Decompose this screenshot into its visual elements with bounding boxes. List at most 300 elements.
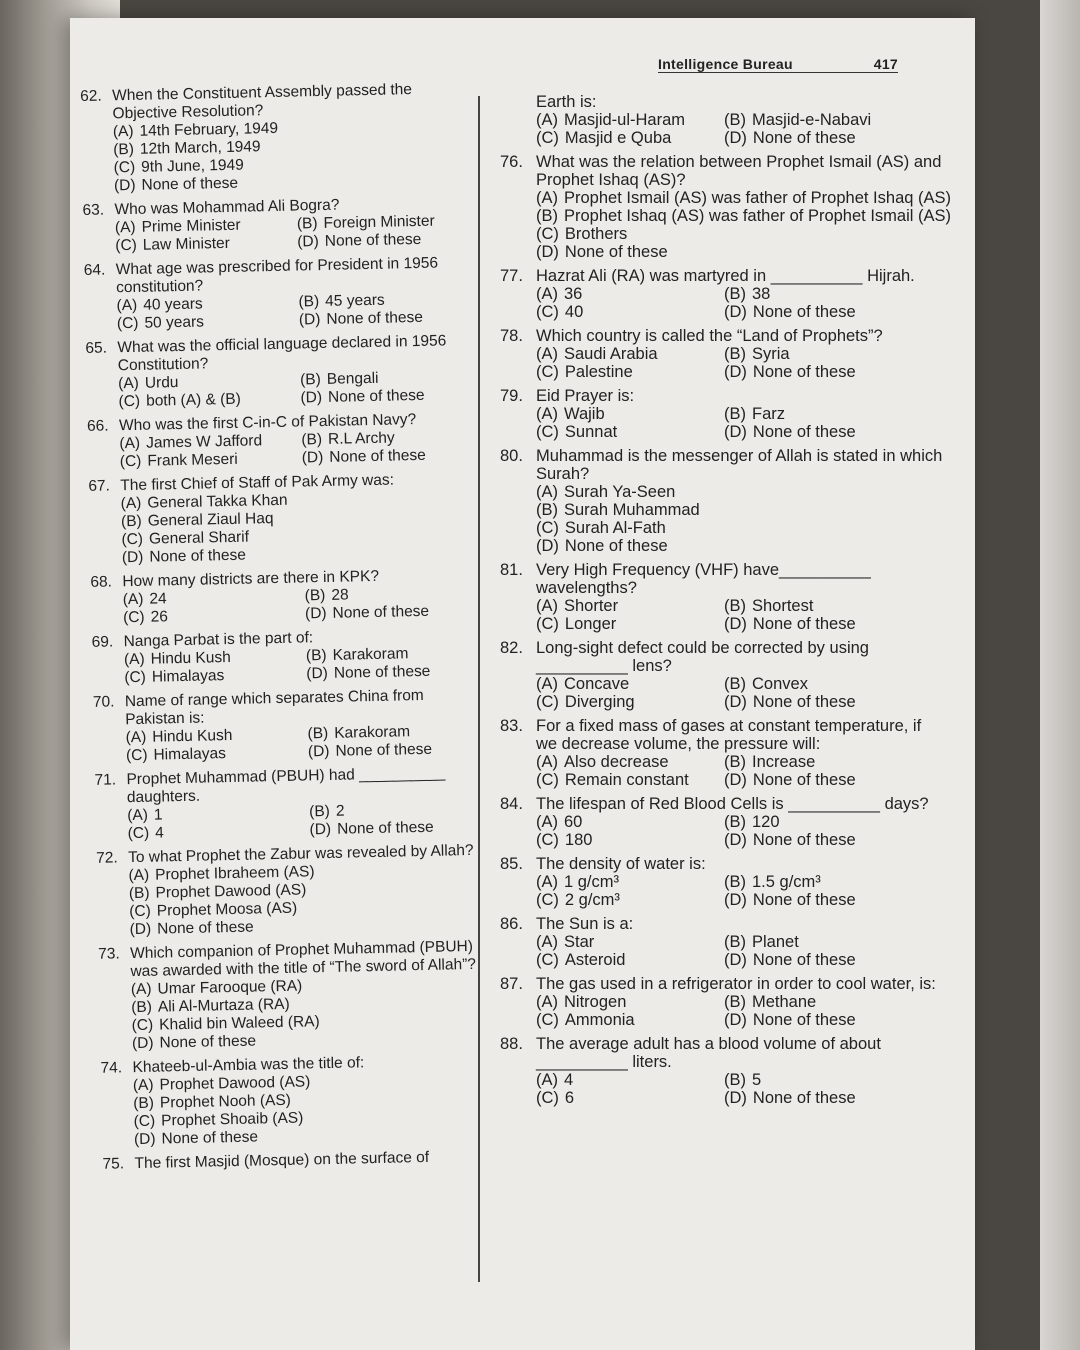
- option-text: Ammonia: [564, 1011, 635, 1029]
- option-letter: (B): [724, 345, 746, 363]
- option-text: Syria: [752, 345, 790, 363]
- page-header: [658, 56, 898, 73]
- question-item: [500, 447, 945, 555]
- answer-option: [536, 363, 718, 381]
- question-item: [500, 93, 945, 147]
- question-text: Long-sight defect could be corrected by using __________ lens?: [536, 639, 869, 675]
- question-item: [102, 1148, 492, 1174]
- question-text: Name of range which separates China from Pakistan is:: [124, 686, 424, 729]
- answer-option: [118, 390, 294, 412]
- answer-option: [302, 446, 478, 468]
- option-letter: (B): [296, 215, 318, 233]
- option-letter: (D): [724, 363, 747, 381]
- option-text: 120: [752, 813, 780, 831]
- question-number: 72.: [95, 849, 118, 867]
- option-text: 28: [331, 586, 349, 604]
- option-letter: (B): [120, 512, 142, 531]
- option-letter: (C): [129, 902, 151, 921]
- option-text: None of these: [335, 740, 433, 760]
- question-item: [500, 153, 952, 261]
- question-text: Very High Frequency (VHF) have__________ wavelengths?: [536, 561, 871, 597]
- answer-option: [127, 821, 303, 843]
- option-text: Prophet Ishaq (AS) was father of Prophet Ismail (AS): [564, 207, 952, 225]
- option-letter: (A): [536, 597, 558, 615]
- option-text: None of these: [141, 174, 239, 194]
- header-title: Intelligence Bureau: [658, 56, 793, 72]
- question-number: 87.: [500, 975, 523, 993]
- answer-option: [724, 933, 945, 951]
- option-letter: (B): [724, 813, 746, 831]
- option-text: Convex: [752, 675, 808, 693]
- option-letter: (C): [131, 1016, 154, 1035]
- option-letter: (A): [536, 483, 558, 501]
- option-text: None of these: [161, 1128, 259, 1148]
- option-letter: (B): [724, 405, 746, 423]
- question-number: [500, 93, 536, 111]
- answer-option: [536, 129, 718, 147]
- answer-option: [115, 234, 291, 256]
- answer-option: [536, 303, 718, 321]
- question-text: When the Constituent Assembly passed the Objective Resolution?: [111, 81, 413, 123]
- option-letter: (B): [305, 646, 327, 665]
- option-letter: (D): [307, 742, 330, 761]
- answer-option: [306, 662, 482, 684]
- option-letter: (C): [124, 668, 147, 687]
- question-text: Which companion of Prophet Muhammad (PBUH) was awarded with the title of “The sword of Allah”?: [129, 937, 477, 981]
- question-number: 88.: [500, 1035, 523, 1053]
- option-text: Diverging: [564, 693, 635, 711]
- option-text: None of these: [564, 243, 668, 261]
- option-text: 2 g/cm³: [564, 891, 620, 909]
- option-letter: (B): [304, 586, 326, 605]
- answer-option: [126, 743, 302, 765]
- option-text: Surah Al-Fath: [564, 519, 666, 537]
- options-list: [87, 428, 478, 472]
- option-text: Bengali: [326, 369, 379, 388]
- question-text: What was the relation between Prophet Ismail (AS) and Prophet Ishaq (AS)?: [536, 153, 942, 189]
- question-item: [87, 410, 478, 472]
- option-text: Concave: [564, 675, 630, 693]
- answer-option: [308, 740, 484, 762]
- question-item: [85, 332, 476, 412]
- option-letter: (A): [128, 866, 150, 885]
- option-letter: (D): [724, 423, 747, 441]
- option-text: Surah Muhammad: [564, 501, 700, 519]
- option-text: 1.5 g/cm³: [752, 873, 821, 891]
- answer-option: [724, 951, 945, 969]
- answer-option: [120, 450, 296, 472]
- option-letter: (C): [536, 771, 559, 789]
- option-text: Ali Al-Murtaza (RA): [157, 995, 290, 1016]
- option-letter: (B): [131, 998, 153, 1017]
- answer-option: [724, 753, 945, 771]
- option-letter: (B): [724, 597, 746, 615]
- answer-option: [299, 308, 475, 330]
- question-number: 77.: [500, 267, 523, 285]
- question-item: [80, 80, 472, 196]
- answer-option: [724, 1011, 945, 1029]
- question-number: 65.: [85, 339, 108, 357]
- option-letter: (A): [123, 650, 145, 669]
- answer-option: [536, 285, 718, 303]
- option-letter: (C): [122, 608, 145, 627]
- answer-option: [724, 111, 945, 129]
- question-text: The Sun is a:: [536, 915, 634, 933]
- options-list: [500, 813, 945, 849]
- book-page: [70, 18, 975, 1350]
- option-text: Palestine: [564, 363, 633, 381]
- option-text: both (A) & (B): [145, 390, 242, 410]
- option-letter: (C): [127, 824, 150, 843]
- option-text: None of these: [156, 918, 254, 938]
- question-number: 64.: [83, 261, 106, 279]
- options-list: [500, 873, 945, 909]
- option-text: Also decrease: [564, 753, 669, 771]
- option-text: None of these: [752, 363, 856, 381]
- option-letter: (A): [536, 813, 558, 831]
- option-text: 40: [564, 303, 584, 321]
- option-text: Prophet Shoaib (AS): [161, 1109, 304, 1130]
- option-letter: (D): [129, 920, 152, 939]
- answer-option: [724, 303, 945, 321]
- option-text: Himalayas: [151, 667, 225, 686]
- option-text: None of these: [159, 1032, 257, 1052]
- answer-option: [724, 771, 945, 789]
- option-text: Law Minister: [142, 234, 230, 254]
- answer-option: [536, 207, 952, 225]
- option-letter: (A): [536, 111, 558, 129]
- option-text: Hindu Kush: [150, 648, 231, 668]
- option-text: 12th March, 1949: [139, 138, 261, 158]
- options-list: [500, 753, 945, 789]
- answer-option: [724, 423, 945, 441]
- option-text: None of these: [752, 771, 856, 789]
- option-letter: (A): [536, 1071, 558, 1089]
- option-letter: (C): [536, 1011, 559, 1029]
- option-text: Wajib: [564, 405, 605, 423]
- option-letter: (B): [724, 1071, 746, 1089]
- option-letter: (A): [536, 753, 558, 771]
- answer-option: [536, 771, 718, 789]
- question-number: 76.: [500, 153, 523, 171]
- question-text: Hazrat Ali (RA) was martyred in __________ Hijrah.: [536, 267, 915, 285]
- question-number: 80.: [500, 447, 523, 465]
- option-text: Prophet Ismail (AS) was father of Prophet Ishaq (AS): [564, 189, 952, 207]
- option-letter: (D): [304, 604, 327, 623]
- option-text: None of these: [752, 951, 856, 969]
- option-letter: (A): [120, 494, 142, 513]
- option-letter: (C): [116, 314, 139, 333]
- answer-option: [297, 230, 473, 252]
- question-number: 81.: [500, 561, 523, 579]
- option-text: 4: [154, 824, 164, 842]
- option-letter: (A): [112, 122, 134, 141]
- answer-option: [536, 831, 718, 849]
- option-letter: (C): [125, 746, 148, 765]
- question-item: [93, 686, 484, 766]
- option-letter: (D): [724, 1011, 747, 1029]
- option-letter: (A): [536, 285, 558, 303]
- options-list: [83, 212, 474, 256]
- answer-option: [536, 753, 718, 771]
- option-text: None of these: [752, 615, 856, 633]
- answer-option: [536, 597, 718, 615]
- option-text: Karakoram: [332, 645, 409, 664]
- answer-option: [536, 345, 718, 363]
- question-text: Muhammad is the messenger of Allah is stated in which Surah?: [536, 447, 943, 483]
- question-number: 62.: [80, 87, 102, 105]
- option-text: 24: [149, 590, 167, 608]
- option-text: Increase: [752, 753, 816, 771]
- options-list: [92, 644, 483, 688]
- question-text: For a fixed mass of gases at constant temperature, if we decrease volume, the pressure will:: [536, 717, 922, 753]
- answer-option: [536, 483, 945, 501]
- option-text: None of these: [752, 129, 856, 147]
- option-letter: (D): [724, 693, 747, 711]
- option-text: 2: [335, 802, 345, 820]
- answer-option: [536, 1071, 718, 1089]
- question-number: 86.: [500, 915, 523, 933]
- answer-option: [724, 891, 945, 909]
- option-letter: (D): [724, 615, 747, 633]
- question-text: Khateeb-ul-Ambia was the title of:: [132, 1054, 365, 1077]
- option-letter: (A): [114, 218, 136, 237]
- option-letter: (B): [724, 285, 746, 303]
- answer-option: [536, 519, 945, 537]
- option-text: Masjid e Quba: [564, 129, 672, 147]
- option-text: None of these: [752, 831, 856, 849]
- option-letter: (C): [133, 1112, 156, 1131]
- answer-option: [536, 243, 945, 261]
- options-list: [500, 1071, 945, 1107]
- option-letter: (B): [299, 371, 322, 389]
- option-letter: (B): [724, 993, 746, 1011]
- option-letter: (C): [536, 831, 559, 849]
- question-item: [90, 566, 481, 628]
- answer-option: [724, 1089, 945, 1107]
- option-text: None of these: [752, 693, 856, 711]
- question-text: What was the official language declared in 1956 Constitution?: [117, 332, 447, 375]
- question-number: 70.: [92, 693, 115, 711]
- answer-option: [536, 615, 718, 633]
- answer-option: [536, 813, 718, 831]
- answer-option: [536, 423, 718, 441]
- question-number: 71.: [94, 771, 117, 789]
- option-text: 1: [153, 806, 163, 824]
- option-letter: (D): [113, 176, 136, 195]
- answer-option: [724, 993, 945, 1011]
- answer-option: [724, 675, 945, 693]
- option-letter: (C): [113, 158, 136, 177]
- option-letter: (A): [536, 189, 558, 207]
- option-text: Methane: [752, 993, 817, 1011]
- question-item: [91, 626, 482, 688]
- option-text: Remain constant: [564, 771, 689, 789]
- answer-option: [536, 951, 718, 969]
- option-text: Brothers: [564, 225, 628, 243]
- answer-option: [724, 615, 945, 633]
- option-letter: (C): [536, 519, 559, 537]
- option-letter: (D): [724, 1089, 747, 1107]
- option-letter: (C): [536, 615, 559, 633]
- option-text: None of these: [564, 537, 668, 555]
- option-text: Shorter: [564, 597, 619, 615]
- option-letter: (D): [121, 548, 144, 567]
- question-number: 73.: [97, 945, 120, 963]
- answer-option: [536, 1089, 718, 1107]
- options-list: [99, 974, 490, 1054]
- question-number: 78.: [500, 327, 523, 345]
- option-letter: (B): [724, 873, 746, 891]
- option-letter: (D): [724, 303, 747, 321]
- option-letter: (B): [536, 501, 558, 519]
- option-text: General Sharif: [148, 528, 250, 548]
- option-letter: (D): [724, 891, 747, 909]
- answer-option: [536, 111, 718, 129]
- question-text: Prophet Muhammad (PBUH) had __________ daughters.: [126, 764, 446, 807]
- question-text: Earth is:: [536, 93, 597, 111]
- question-item: [96, 842, 488, 940]
- question-number: 79.: [500, 387, 523, 405]
- answer-option: [536, 537, 945, 555]
- option-text: None of these: [324, 230, 422, 250]
- option-letter: (B): [724, 111, 746, 129]
- answer-option: [123, 606, 299, 628]
- option-text: 6: [564, 1089, 575, 1107]
- option-letter: (B): [133, 1094, 155, 1113]
- option-text: Prophet Ibraheem (AS): [154, 863, 315, 884]
- option-letter: (A): [130, 980, 152, 999]
- option-text: None of these: [333, 662, 431, 682]
- answer-option: [536, 405, 718, 423]
- option-text: General Takka Khan: [147, 491, 288, 512]
- option-letter: (B): [724, 675, 746, 693]
- option-letter: (A): [536, 933, 558, 951]
- answer-option: [724, 1071, 945, 1089]
- options-list: [500, 189, 952, 261]
- options-list: [91, 584, 482, 628]
- options-list: [96, 860, 487, 940]
- option-letter: (C): [536, 891, 559, 909]
- option-letter: (C): [536, 423, 559, 441]
- options-list: [95, 800, 486, 844]
- option-letter: (B): [113, 140, 135, 159]
- option-letter: (B): [128, 884, 150, 903]
- options-list: [81, 116, 472, 196]
- option-text: Himalayas: [153, 745, 227, 764]
- options-list: [500, 483, 945, 555]
- option-letter: (B): [724, 933, 746, 951]
- question-text: Eid Prayer is:: [536, 387, 635, 405]
- option-letter: (D): [300, 389, 323, 407]
- question-text: Who was the first C-in-C of Pakistan Navy?: [118, 411, 417, 435]
- option-letter: (D): [298, 311, 321, 329]
- answer-option: [536, 189, 952, 207]
- question-item: [94, 764, 485, 844]
- question-text: The first Masjid (Mosque) on the surface of: [134, 1148, 430, 1173]
- option-letter: (A): [536, 873, 558, 891]
- option-letter: (D): [724, 771, 747, 789]
- option-letter: (C): [536, 129, 559, 147]
- option-text: Sunnat: [564, 423, 618, 441]
- option-letter: (D): [133, 1130, 156, 1149]
- options-list: [84, 290, 475, 334]
- option-text: Khalid bin Waleed (RA): [158, 1013, 320, 1034]
- option-letter: (D): [309, 820, 332, 839]
- option-letter: (A): [118, 374, 140, 393]
- option-letter: (C): [536, 951, 559, 969]
- book-edge: [1040, 0, 1080, 1350]
- option-letter: (A): [125, 728, 147, 747]
- option-text: General Ziaul Haq: [147, 510, 274, 530]
- option-text: 9th June, 1949: [141, 156, 244, 176]
- option-text: 14th February, 1949: [139, 119, 279, 140]
- page-number: 417: [873, 56, 898, 72]
- question-item: [500, 561, 945, 633]
- option-text: R.L Archy: [327, 429, 395, 448]
- question-item: [500, 795, 945, 849]
- question-item: [500, 855, 945, 909]
- option-text: Karakoram: [334, 723, 411, 742]
- option-text: None of these: [149, 546, 247, 566]
- options-list: [93, 722, 484, 766]
- option-text: 60: [564, 813, 583, 831]
- options-list: [500, 345, 945, 381]
- question-text: Which country is called the “Land of Prophets”?: [536, 327, 883, 345]
- question-number: 74.: [100, 1059, 123, 1077]
- option-letter: (A): [127, 806, 149, 825]
- question-number: 85.: [500, 855, 523, 873]
- answer-option: [536, 873, 718, 891]
- question-text: Who was Mohammad Ali Bogra?: [114, 196, 340, 219]
- question-text: The gas used in a refrigerator in order to cool water, is:: [536, 975, 936, 993]
- question-text: The average adult has a blood volume of about __________ liters.: [536, 1035, 881, 1071]
- option-letter: (A): [536, 405, 558, 423]
- option-letter: (C): [536, 693, 559, 711]
- question-item: [500, 975, 945, 1029]
- option-letter: (D): [301, 448, 324, 467]
- question-text: How many districts are there in KPK?: [122, 567, 380, 591]
- options-list: [500, 675, 945, 711]
- option-text: None of these: [332, 602, 430, 622]
- option-letter: (D): [724, 951, 747, 969]
- option-letter: (A): [132, 1076, 154, 1095]
- answer-option: [117, 312, 293, 334]
- answer-option: [724, 693, 945, 711]
- options-list: [500, 285, 945, 321]
- question-text: Nanga Parbat is the part of:: [123, 629, 314, 651]
- answer-option: [536, 933, 718, 951]
- option-text: 38: [752, 285, 771, 303]
- question-number: 84.: [500, 795, 523, 813]
- left-column: [80, 80, 493, 1180]
- option-letter: (C): [121, 530, 144, 549]
- answer-option: [724, 873, 945, 891]
- option-text: Masjid-ul-Haram: [564, 111, 686, 129]
- question-number: 83.: [500, 717, 523, 735]
- options-list: [500, 111, 945, 147]
- answer-option: [309, 818, 485, 840]
- option-text: 4: [564, 1071, 574, 1089]
- question-item: [84, 254, 475, 334]
- option-letter: (B): [301, 431, 323, 449]
- question-number: 69.: [91, 633, 114, 651]
- option-text: None of these: [327, 386, 425, 406]
- options-list: [500, 597, 945, 633]
- answer-option: [536, 675, 718, 693]
- option-text: 40 years: [143, 295, 203, 314]
- question-item: [100, 1052, 492, 1150]
